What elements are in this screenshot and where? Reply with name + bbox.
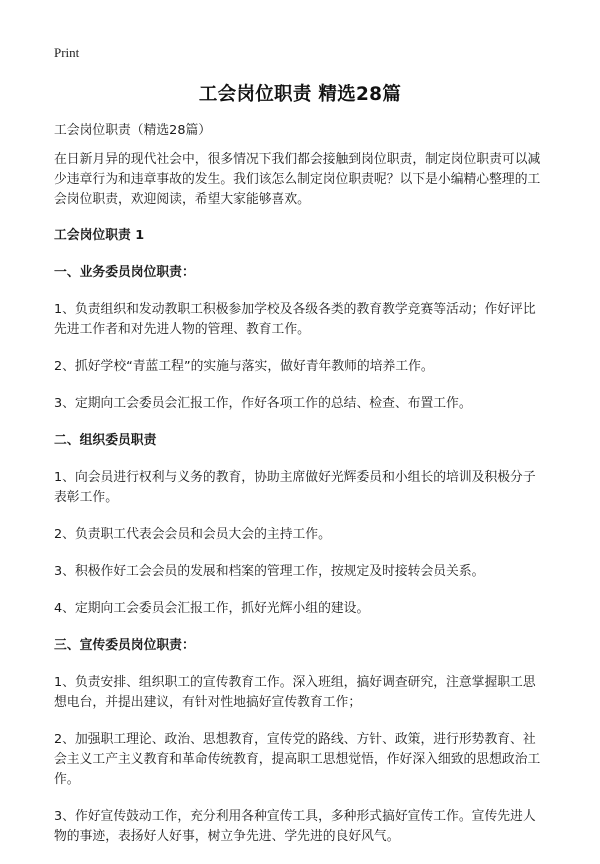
document-title: 工会岗位职责 精选28篇	[198, 84, 402, 105]
list-item: 2、加强职工理论、政治、思想教育，宣传党的路线、方针、政策，进行形势教育、社会主义工产主义教育和革命传统教育，提高职工思想觉悟，作好深入细致的思想政治工作。	[54, 732, 541, 787]
print-link[interactable]: Print	[54, 45, 80, 60]
group-heading-organization: 二、组织委员职责	[54, 433, 157, 448]
list-item: 1、负责安排、组织职工的宣传教育工作。深入班组，搞好调查研究，注意掌握职工思想电台，并提出建议，有针对性地搞好宣传教育工作；	[54, 675, 536, 710]
document-subtitle: 工会岗位职责（精选28篇）	[54, 123, 212, 138]
list-item: 2、负责职工代表会会员和会员大会的主持工作。	[54, 527, 331, 542]
list-item: 3、定期向工会委员会汇报工作，作好各项工作的总结、检查、布置工作。	[54, 396, 472, 411]
list-item: 1、负责组织和发动教职工积极参加学校及各级各类的教育教学竞赛等活动；作好评比先进工作者和对先进人物的管理、教育工作。	[54, 302, 536, 337]
section-title: 工会岗位职责 1	[54, 228, 145, 243]
document-body	[54, 121, 548, 864]
list-item: 2、抓好学校“青蓝工程”的实施与落实，做好青年教师的培养工作。	[54, 359, 434, 374]
group-heading-business: 一、业务委员岗位职责：	[54, 265, 195, 280]
list-item: 4、定期向工会委员会汇报工作，抓好光辉小组的建设。	[54, 601, 370, 616]
list-item: 1、向会员进行权利与义务的教育，协助主席做好光辉委员和小组长的培训及积极分子表彰工作。	[54, 470, 536, 505]
list-item: 3、积极作好工会会员的发展和档案的管理工作，按规定及时接转会员关系。	[54, 564, 485, 579]
intro-paragraph: 在日新月异的现代社会中，很多情况下我们都会接触到岗位职责，制定岗位职责可以减少违章行为和违章事故的发生。我们该怎么制定岗位职责呢？以下是小编精心整理的工会岗位职责，欢迎阅读，希望大家能够喜欢。	[54, 152, 541, 207]
group-heading-publicity: 三、宣传委员岗位职责：	[54, 638, 195, 653]
list-item: 3、作好宣传鼓动工作，充分利用各种宣传工具，多种形式搞好宣传工作。宣传先进人物的事迹，表扬好人好事，树立争先进、学先进的良好风气。	[54, 809, 536, 844]
